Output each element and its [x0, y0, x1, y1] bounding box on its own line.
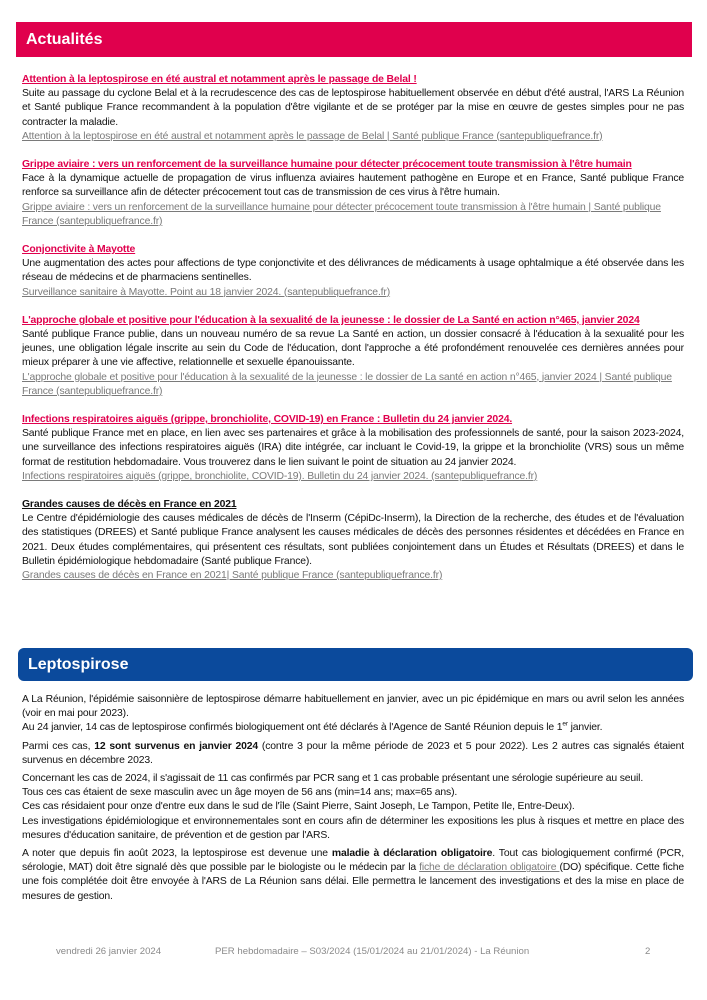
- news-item: [22, 158, 684, 229]
- news-item-body: Santé publique France publie, dans un nouveau numéro de sa revue La Santé en action, un dossier consacré à l'éducation à la sexualité pour les jeunes, une obligation légale inscrite au sein du Code de l'éducation, dont l'approche a été profondément renouvelée ces dernières années pour mieux préparer à une vie affective, relationnelle et sexuelle épanouissante.: [22, 329, 684, 369]
- news-item-link[interactable]: Grandes causes de décès en France en 2021| Santé publique France (santepubliquefrance.fr): [22, 570, 443, 582]
- news-item-link[interactable]: L'approche globale et positive pour l'éducation à la sexualité de la jeunesse : le dossier de La santé en action n°465, janvier 2024 | Santé publique France (santepubliquefrance.fr): [22, 371, 672, 397]
- news-item-title[interactable]: Grippe aviaire : vers un renforcement de la surveillance humaine pour détecter précocement toute transmission à l'être humain: [22, 159, 632, 171]
- footer-title: PER hebdomadaire – S03/2024 (15/01/2024 au 21/01/2024) - La Réunion: [215, 946, 530, 957]
- news-item-link[interactable]: Infections respiratoires aiguës (grippe, bronchiolite, COVID-19). Bulletin du 24 janvier 2024. (santepubliquefrance.fr): [22, 470, 538, 482]
- news-item-title[interactable]: Conjonctivite à Mayotte: [22, 244, 136, 256]
- news-item-body: Face à la dynamique actuelle de propagation de virus influenza aviaires hautement pathogène en Europe et en France, Santé publique France renforce sa surveillance afin de détecter précocement tout cas de transmission de ces virus à l'être humain.: [22, 173, 684, 199]
- declaration-form-link[interactable]: fiche de déclaration obligatoire: [419, 862, 560, 874]
- news-item-title[interactable]: L'approche globale et positive pour l'éducation à la sexualité de la jeunesse : le dossier de La Santé en action n°465, janvier 2024: [22, 314, 640, 326]
- news-item: [22, 73, 684, 144]
- lepto-paragraph-location: Ces cas résidaient pour onze d'entre eux dans le sud de l'île (Saint Pierre, Saint Joseph, Le Tampon, Petite Ile, Entre-Deux).: [22, 801, 575, 813]
- news-item-title[interactable]: Infections respiratoires aiguës (grippe, bronchiolite, COVID-19) en France : Bulletin du 24 janvier 2024.: [22, 414, 513, 426]
- actualites-header-title: Actualités: [26, 31, 103, 48]
- news-item-title[interactable]: Attention à la leptospirose en été austral et notamment après le passage de Belal !: [22, 74, 417, 85]
- news-item-body: Une augmentation des actes pour affections de type conjonctivite et des délivrances de médicaments à usage ophtalmique a été observée dans les réseau de médecins et de pharmaciens sentinelles.: [22, 258, 684, 284]
- news-item: [22, 498, 684, 583]
- text: A noter que depuis fin août 2023, la leptospirose est devenue une: [22, 848, 332, 860]
- news-item-link[interactable]: Attention à la leptospirose en été austral et notamment après le passage de Belal | Santé publique France (santepubliquefrance.fr): [22, 130, 603, 142]
- actualites-header: [16, 22, 692, 57]
- lepto-paragraph-declaration: [22, 847, 684, 904]
- footer-page-number: 2: [645, 946, 651, 957]
- lepto-paragraph-details: Concernant les cas de 2024, il s'agissait de 11 cas confirmés par PCR sang et 1 cas probable présentant une sérologie supérieure au seuil.: [22, 773, 644, 785]
- news-item-body: Le Centre d'épidémiologie des causes médicales de décès de l'Inserm (CépiDc-Inserm), la Direction de la recherche, des études et de l'évaluation des statistiques (DREES) et Santé publique France analysent les causes médicales de décès des personnes résidentes et décédées en France en 2021. Deux études complémentaires, qui présentent ces résultats, sont publiées conjointement dans un Études et Résultats (DREES) et dans le Bulletin épidémiologique hebdomadaire (Santé publique France).: [22, 513, 684, 567]
- leptospirose-header-title: Leptospirose: [28, 656, 129, 673]
- news-item-title: Grandes causes de décès en France en 2021: [22, 499, 237, 511]
- text: (contre 3 pour la même période de 2023 et 5 pour 2022). Les 2 autres cas signalés étaient survenus en décembre 2023.: [22, 740, 684, 766]
- text: (DO) spécifique. Cette fiche une fois complétée doit être envoyée à l'ARS de La Réunion sans délai. Elle permettra le lancement des investigations et des la mise en place de mesures de gestion.: [22, 862, 684, 902]
- leptospirose-header: [18, 648, 693, 681]
- news-item-link[interactable]: Grippe aviaire : vers un renforcement de la surveillance humaine pour détecter précocement toute transmission à l'être humain | Santé publique France (santepubliquefrance.fr): [22, 201, 661, 227]
- news-item-body: Santé publique France met en place, en lien avec ses partenaires et grâce à la mobilisation des professionnels de santé, pour la saison 2023-2024, une surveillance des infections respiratoires aiguës (IRA) dite intégrée, car incluant le Covid-19, la grippe et la bronchiolite (VRS) sous un même format de restitution hebdomadaire. Vous trouverez dans le lien suivant le point de situation au 24 janvier 2024.: [22, 428, 684, 468]
- bold-highlight: 12 sont survenus en janvier 2024: [94, 740, 259, 752]
- news-item-link[interactable]: Surveillance sanitaire à Mayotte. Point au 18 janvier 2024. (santepubliquefrance.fr): [22, 286, 391, 298]
- actualites-list: [22, 73, 684, 597]
- lepto-count-text: Au 24 janvier, 14 cas de leptospirose confirmés biologiquement ont été déclarés à l'Agence de Santé Réunion depuis le 1: [22, 722, 563, 734]
- news-item: [22, 413, 684, 484]
- leptospirose-section: [22, 693, 684, 904]
- news-item-body: Suite au passage du cyclone Belal et à la recrudescence des cas de leptospirose habituellement observée en début d'été austral, l'ARS La Réunion et Santé publique France recommandent à la population d'être vigilante et de se protéger par la mise en œuvre de gestes simples pour ne pas contracter la maladie.: [22, 88, 684, 128]
- lepto-paragraph-intro: A La Réunion, l'épidémie saisonnière de leptospirose démarre habituellement en janvier, avec un pic épidémique en mars ou avril selon les années (voir en mai pour 2023).: [22, 694, 684, 720]
- lepto-paragraph-count: [22, 721, 684, 735]
- bold-highlight: maladie à déclaration obligatoire: [331, 848, 493, 860]
- footer-date: vendredi 26 janvier 2024: [56, 946, 162, 957]
- superscript: er: [562, 720, 568, 728]
- lepto-paragraph-investigations: Les investigations épidémiologique et environnementales sont en cours afin de déterminer les expositions les plus à risques et mettre en place des mesures d'éducation sanitaire, de prévention et de gestion par l'ARS.: [22, 815, 684, 841]
- text: . Tout cas biologiquement confirmé (PCR, sérologie, MAT) doit être signalé dès que possible par le biologiste ou le médecin par la: [22, 848, 684, 874]
- news-item: [22, 243, 684, 300]
- lepto-count-text-end: janvier.: [567, 722, 603, 734]
- lepto-paragraph-demographics: Tous ces cas étaient de sexe masculin avec un âge moyen de 56 ans (min=14 ans; max=65 ans).: [22, 787, 458, 799]
- text: Parmi ces cas,: [22, 740, 95, 752]
- lepto-paragraph-january: [22, 740, 684, 768]
- news-item: [22, 314, 684, 399]
